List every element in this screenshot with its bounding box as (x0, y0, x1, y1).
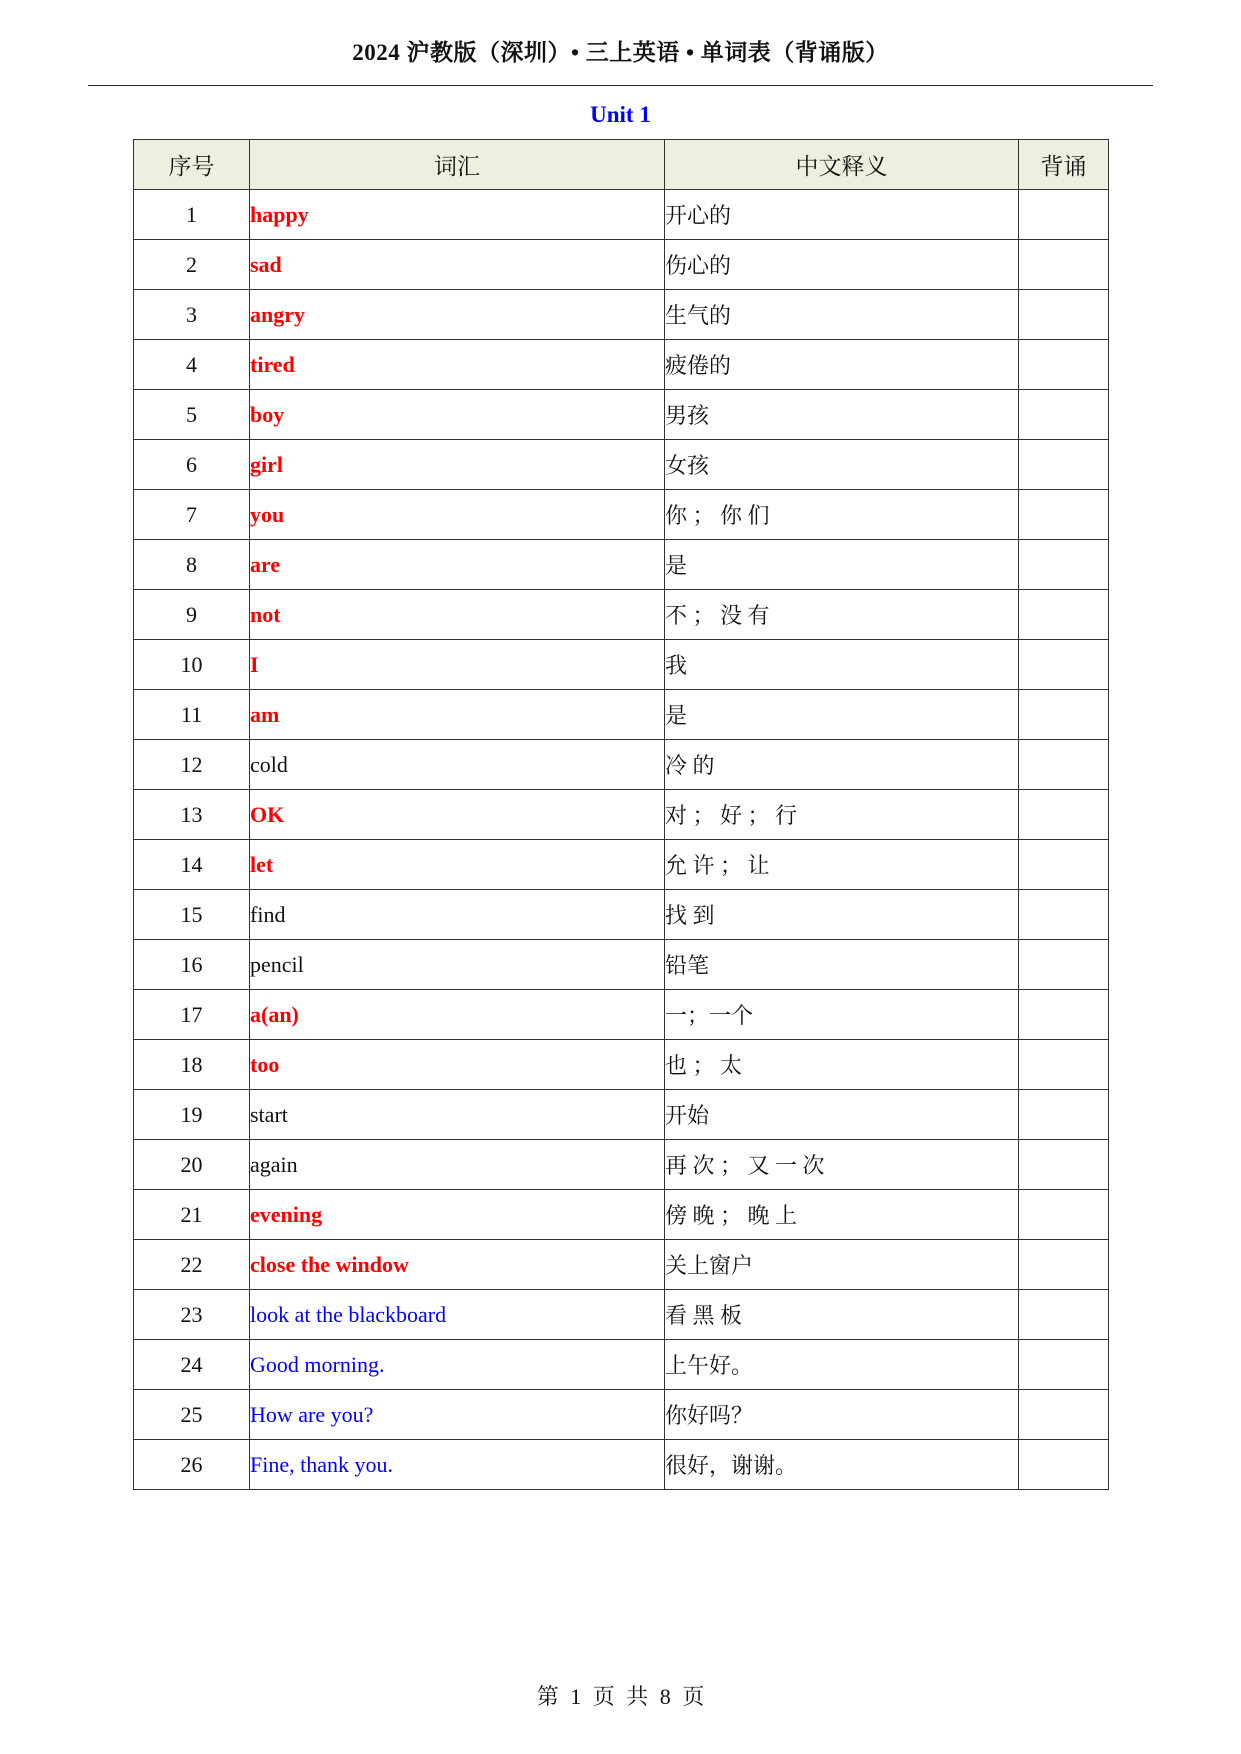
row-recite-cell (1019, 1240, 1109, 1290)
row-meaning: 开始 (665, 1090, 1019, 1140)
row-meaning: 是 (665, 540, 1019, 590)
table-row (134, 340, 1109, 390)
column-header-recite: 背诵 (1019, 140, 1109, 190)
row-number: 5 (134, 390, 250, 440)
row-word: happy (250, 190, 665, 240)
table-row (134, 1290, 1109, 1340)
row-number: 18 (134, 1040, 250, 1090)
row-word: I (250, 640, 665, 690)
row-meaning: 我 (665, 640, 1019, 690)
row-word: tired (250, 340, 665, 390)
row-recite-cell (1019, 1390, 1109, 1440)
table-row (134, 590, 1109, 640)
table-row (134, 1090, 1109, 1140)
row-word: am (250, 690, 665, 740)
row-word: sad (250, 240, 665, 290)
row-number: 21 (134, 1190, 250, 1240)
column-header-word: 词汇 (250, 140, 665, 190)
table-row (134, 490, 1109, 540)
row-recite-cell (1019, 490, 1109, 540)
row-word: evening (250, 1190, 665, 1240)
row-word: Fine, thank you. (250, 1440, 665, 1490)
row-recite-cell (1019, 690, 1109, 740)
row-meaning: 关上窗户 (665, 1240, 1019, 1290)
table-header-row (134, 140, 1109, 190)
table-body (134, 190, 1109, 1490)
row-word: are (250, 540, 665, 590)
row-meaning: 你 ； 你 们 (665, 490, 1019, 540)
row-word: angry (250, 290, 665, 340)
column-header-number: 序号 (134, 140, 250, 190)
row-meaning: 一；一个 (665, 990, 1019, 1040)
table-row (134, 790, 1109, 840)
table-row (134, 540, 1109, 590)
row-number: 4 (134, 340, 250, 390)
table-row (134, 740, 1109, 790)
row-number: 7 (134, 490, 250, 540)
row-meaning: 很好，谢谢。 (665, 1440, 1019, 1490)
row-recite-cell (1019, 640, 1109, 690)
row-meaning: 找 到 (665, 890, 1019, 940)
row-number: 14 (134, 840, 250, 890)
table-row (134, 1340, 1109, 1390)
row-word: let (250, 840, 665, 890)
row-recite-cell (1019, 1440, 1109, 1490)
row-meaning: 伤心的 (665, 240, 1019, 290)
row-number: 23 (134, 1290, 250, 1340)
row-meaning: 疲倦的 (665, 340, 1019, 390)
row-number: 25 (134, 1390, 250, 1440)
row-recite-cell (1019, 790, 1109, 840)
table-row (134, 1390, 1109, 1440)
table-row (134, 1190, 1109, 1240)
row-meaning: 看 黑 板 (665, 1290, 1019, 1340)
row-recite-cell (1019, 190, 1109, 240)
row-meaning: 对 ； 好 ； 行 (665, 790, 1019, 840)
row-recite-cell (1019, 940, 1109, 990)
column-header-meaning: 中文释义 (665, 140, 1019, 190)
row-word: too (250, 1040, 665, 1090)
row-number: 3 (134, 290, 250, 340)
row-meaning: 铅笔 (665, 940, 1019, 990)
row-recite-cell (1019, 1290, 1109, 1340)
row-number: 17 (134, 990, 250, 1040)
table-row (134, 1440, 1109, 1490)
table-row (134, 690, 1109, 740)
row-recite-cell (1019, 840, 1109, 890)
table-row (134, 190, 1109, 240)
row-recite-cell (1019, 1190, 1109, 1240)
row-meaning: 再 次 ； 又 一 次 (665, 1140, 1019, 1190)
table-row (134, 890, 1109, 940)
row-recite-cell (1019, 340, 1109, 390)
row-number: 24 (134, 1340, 250, 1390)
vocabulary-table (133, 139, 1109, 1490)
row-recite-cell (1019, 440, 1109, 490)
row-number: 13 (134, 790, 250, 840)
table-row (134, 240, 1109, 290)
row-meaning: 也 ； 太 (665, 1040, 1019, 1090)
header-rule (88, 85, 1153, 86)
row-meaning: 是 (665, 690, 1019, 740)
row-recite-cell (1019, 590, 1109, 640)
table-row (134, 440, 1109, 490)
row-meaning: 开心的 (665, 190, 1019, 240)
row-word: pencil (250, 940, 665, 990)
table-row (134, 290, 1109, 340)
row-meaning: 不 ； 没 有 (665, 590, 1019, 640)
row-meaning: 生气的 (665, 290, 1019, 340)
row-recite-cell (1019, 1090, 1109, 1140)
row-meaning: 上午好。 (665, 1340, 1019, 1390)
row-word: start (250, 1090, 665, 1140)
row-word: How are you? (250, 1390, 665, 1440)
row-recite-cell (1019, 240, 1109, 290)
row-word: OK (250, 790, 665, 840)
row-word: cold (250, 740, 665, 790)
row-recite-cell (1019, 290, 1109, 340)
document-header: 2024 沪教版（深圳）• 三上英语 • 单词表（背诵版） (352, 40, 889, 65)
row-recite-cell (1019, 540, 1109, 590)
row-recite-cell (1019, 1140, 1109, 1190)
row-number: 16 (134, 940, 250, 990)
row-meaning: 你好吗？ (665, 1390, 1019, 1440)
page-number: 第 1 页 共 8 页 (536, 1684, 705, 1709)
row-meaning: 傍 晚 ； 晚 上 (665, 1190, 1019, 1240)
row-recite-cell (1019, 990, 1109, 1040)
row-recite-cell (1019, 740, 1109, 790)
row-recite-cell (1019, 390, 1109, 440)
row-recite-cell (1019, 1340, 1109, 1390)
row-word: Good morning. (250, 1340, 665, 1390)
row-number: 10 (134, 640, 250, 690)
table-row (134, 840, 1109, 890)
row-recite-cell (1019, 890, 1109, 940)
table-row (134, 1240, 1109, 1290)
table-row (134, 640, 1109, 690)
row-number: 26 (134, 1440, 250, 1490)
row-word: look at the blackboard (250, 1290, 665, 1340)
table-row (134, 990, 1109, 1040)
row-number: 9 (134, 590, 250, 640)
row-number: 22 (134, 1240, 250, 1290)
row-number: 20 (134, 1140, 250, 1190)
row-word: close the window (250, 1240, 665, 1290)
row-word: girl (250, 440, 665, 490)
row-number: 11 (134, 690, 250, 740)
row-number: 1 (134, 190, 250, 240)
row-word: a(an) (250, 990, 665, 1040)
row-word: boy (250, 390, 665, 440)
row-number: 6 (134, 440, 250, 490)
row-number: 2 (134, 240, 250, 290)
row-meaning: 男孩 (665, 390, 1019, 440)
row-meaning: 允 许 ； 让 (665, 840, 1019, 890)
row-number: 12 (134, 740, 250, 790)
row-word: not (250, 590, 665, 640)
row-meaning: 冷 的 (665, 740, 1019, 790)
table-row (134, 390, 1109, 440)
row-number: 19 (134, 1090, 250, 1140)
table-row (134, 1140, 1109, 1190)
row-word: find (250, 890, 665, 940)
table-row (134, 1040, 1109, 1090)
row-word: again (250, 1140, 665, 1190)
row-word: you (250, 490, 665, 540)
row-number: 8 (134, 540, 250, 590)
row-meaning: 女孩 (665, 440, 1019, 490)
unit-title: Unit 1 (590, 102, 651, 127)
row-number: 15 (134, 890, 250, 940)
row-recite-cell (1019, 1040, 1109, 1090)
table-row (134, 940, 1109, 990)
